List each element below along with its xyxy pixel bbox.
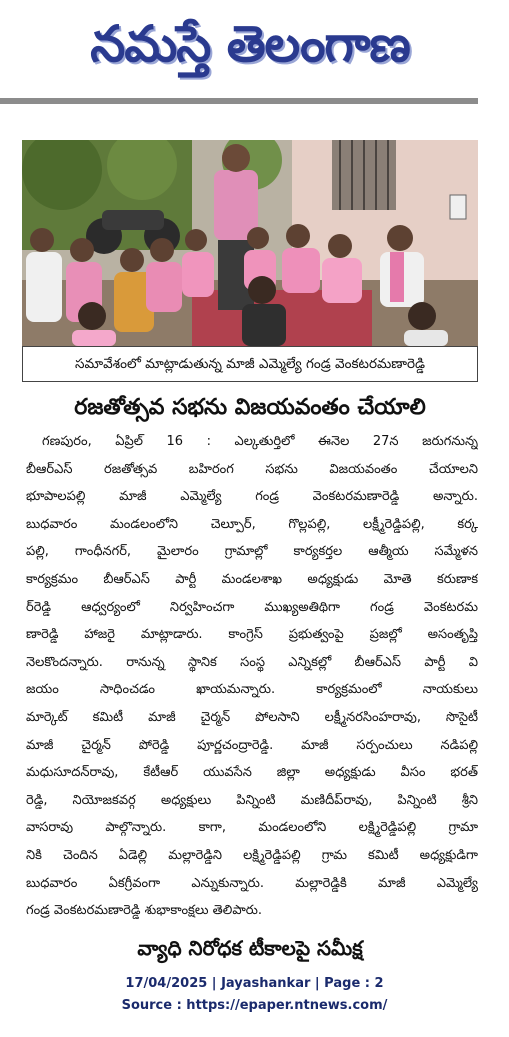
next-article-headline: వ్యాధి నిరోధక టీకాలపై సమీక్ష xyxy=(137,936,363,960)
news-photo-illustration xyxy=(22,140,478,346)
article-line: ర్‌రెడ్డి ఆధ్వర్యంలో నిర్వహించగా ముఖ్యఅతిథిగా గండ్ర వెంకటరమ xyxy=(26,599,478,615)
article-line: బుధవారం ఏకగ్రీవంగా ఎన్నుకున్నారు. మల్లారెడ్డికి మాజీ ఎమ్మెల్యే xyxy=(26,875,478,891)
article-line: జయం సాధించడం ఖాయమన్నారు. కార్యక్రమంలో నాయకులు xyxy=(26,682,478,698)
source-url: Source : https://epaper.ntnews.com/ xyxy=(121,998,388,1013)
article-line: గండ్ర వెంకటరమణారెడ్డి శుభాకాంక్షలు తెలిపారు. xyxy=(26,903,263,919)
article-body xyxy=(26,428,478,925)
article-line: భూపాలపల్లి మాజీ ఎమ్మెల్యే గండ్ర వెంకటరమణారెడ్డి అన్నారు. xyxy=(26,489,478,505)
article-line: బుధవారం మండలంలోని చెల్పూర్, గొల్లపల్లి, లక్ష్మీరెడ్డిపల్లి, కర్క xyxy=(26,516,478,532)
article-line: నికి చెందిన ఏడెల్లి మల్లారెడ్డిని లక్ష్మిరెడ్డిపల్లి గ్రామ కమిటీ అధ్యక్షుడిగా xyxy=(26,847,478,863)
article-line: మార్కెట్ కమిటీ మాజీ చైర్మన్ పోలసాని లక్ష్మీనరసింహరావు, సొసైటీ xyxy=(26,709,478,725)
edition-info: 17/04/2025 | Jayashankar | Page : 2 xyxy=(125,976,384,991)
article-headline: రజతోత్సవ సభను విజయవంతం చేయాలి xyxy=(74,395,426,420)
article-line: మాజీ చైర్మన్ పోరెడ్డి పూర్ణచంద్రారెడ్డి. మాజీ సర్పంచులు నడిపల్లి xyxy=(26,737,478,753)
article-line: వాసరావు పాల్గొన్నారు. కాగా, మండలంలోని లక్ష్మిరెడ్డిపల్లి గ్రామా xyxy=(26,820,478,836)
article-line: రెడ్డి, నియోజకవర్గ అధ్యక్షులు పిన్నింటి మణిదీప్‌రావు, పిన్నింటి శ్రీని xyxy=(26,792,478,808)
newspaper-masthead xyxy=(0,0,509,104)
photo-caption: సమావేశంలో మాట్లాడుతున్న మాజీ ఎమ్మెల్యే గండ్ర వెంకటరమణారెడ్డి xyxy=(22,346,478,382)
source-footer xyxy=(0,973,509,1017)
news-photo xyxy=(22,140,478,346)
article-line: కార్యక్రమం బీఆర్ఎస్ పార్టీ మండలశాఖ అధ్యక్షుడు మోతె కరుణాక xyxy=(26,571,478,587)
article-line: బీఆర్ఎస్ రజతోత్సవ బహిరంగ సభను విజయవంతం చేయాలని xyxy=(26,461,478,477)
article-line: నెలకొందన్నారు. రానున్న స్థానిక సంస్థ ఎన్నికల్లో బీఆర్ఎస్ పార్టీ వి xyxy=(26,654,478,670)
article-line: ణారెడ్డి హాజరై మాట్లాడారు. కాంగ్రెస్ ప్రభుత్వంపై ప్రజల్లో అసంతృప్తి xyxy=(26,627,478,643)
article-line: మధుసూదన్‌రావు, కేటీఆర్ యువసేన జిల్లా అధ్యక్షుడు వీసం భరత్ xyxy=(26,765,478,781)
article-line: పల్లి, గాంధీనగర్, మైలారం గ్రామాల్లో కార్యకర్తల ఆత్మీయ సమ్మేళన xyxy=(26,544,478,560)
masthead-rule xyxy=(0,98,478,104)
newspaper-logo: నమస్తే తెలంగాణ xyxy=(90,15,410,73)
article-line: గణపురం, ఏప్రిల్ 16 : ఎల్కతుర్తిలో ఈనెల 27న జరుగనున్న xyxy=(42,434,478,449)
